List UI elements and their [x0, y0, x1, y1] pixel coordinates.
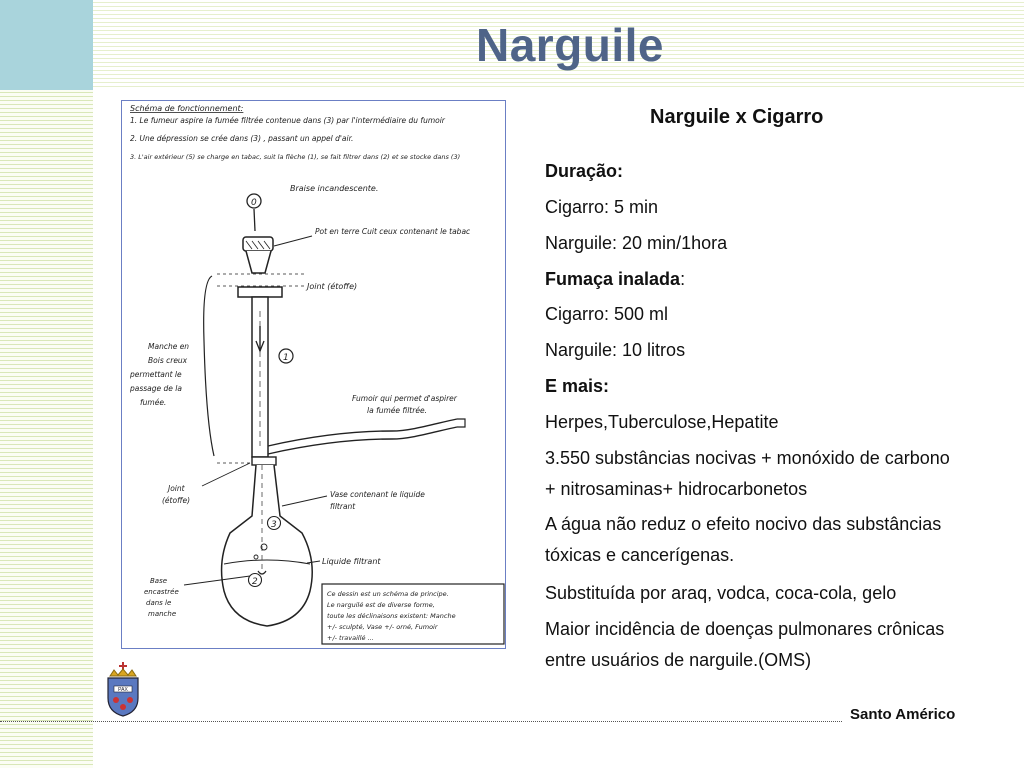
line-fumaca-heading [545, 264, 985, 295]
step-1: 1. Le fumeur aspire la fumée filtrée contenue dans (3) par l'intermédiaire du fumoir [130, 116, 445, 125]
footer-school-name: Santo Américo [850, 706, 956, 723]
label-fumoir: Fumoir qui permet d'aspirer la fumée filtrée. [352, 394, 457, 415]
line-cigarro-duracao: Cigarro: 5 min [545, 197, 659, 217]
label-joint-top: Joint (étoffe) [307, 282, 358, 291]
comparison-subtitle: Narguile x Cigarro [650, 106, 824, 128]
line-narguile-duracao: Narguile: 20 min/1hora [545, 233, 728, 253]
line-incidencia: Maior incidência de doenças pulmonares crônicas entre usuários de narguile.(OMS) [545, 619, 945, 670]
slide-title: Narguile [475, 19, 665, 71]
line-substituida: Substituída por araq, vodca, coca-cola, gelo [545, 583, 897, 603]
crest-pax: PAX [118, 687, 128, 693]
marker-0: 0 [251, 198, 257, 208]
fumaca-colon: : [680, 269, 686, 289]
line-narguile-fumaca: Narguile: 10 litros [545, 340, 686, 360]
label-pot: Pot en terre Cuit ceux contenant le tabac [315, 227, 471, 236]
label-base: Base encastrée dans le manche [144, 577, 179, 618]
marker-3: 3 [271, 520, 277, 530]
hookah-diagram [121, 100, 506, 649]
label-liquide: Liquide filtrant [322, 557, 381, 566]
left-decor-strip [0, 90, 93, 768]
line-e-mais: E mais: [545, 376, 610, 396]
diagram-header: Schéma de fonctionnement: [130, 104, 244, 113]
marker-2: 2 [252, 577, 258, 587]
fumaca-label: Fumaça inalada [545, 269, 681, 289]
marker-1: 1 [283, 353, 289, 363]
step-2: 2. Une dépression se crée dans (3) , passant un appel d'air. [130, 134, 354, 143]
line-cigarro-fumaca: Cigarro: 500 ml [545, 304, 669, 324]
label-braise: Braise incandescente. [290, 184, 379, 193]
label-vase: Vase contenant le liquide filtrant [330, 490, 425, 511]
line-doencas: Herpes,Tuberculose,Hepatite [545, 412, 779, 432]
hookah-sketch [122, 101, 507, 650]
diagram-note: Ce dessin est un schéma de principe. Le narguilé est de diverse forme, toute les déclinaisons existent: Manche +/- sculpté, Vase +/- orné, Fumoir +/- travaillé ... [327, 590, 456, 642]
label-joint-bottom: Joint (étoffe) [162, 484, 191, 505]
footer-divider [0, 721, 842, 722]
label-manche: Manche en Bois creux permettant le passage de la fumée. [130, 342, 190, 407]
line-substancias: 3.550 substâncias nocivas + monóxido de carbono + nitrosaminas+ hidrocarbonetos [545, 448, 950, 499]
school-crest-logo [104, 660, 142, 718]
line-agua: A água não reduz o efeito nocivo das substâncias tóxicas e cancerígenas. [545, 514, 942, 565]
step-3: 3. L'air extérieur (5) se charge en tabac, suit la flèche (1), se fait filtrer dans (2) et se stocke dans (3) [130, 153, 461, 161]
line-duracao: Duração: [545, 161, 624, 181]
